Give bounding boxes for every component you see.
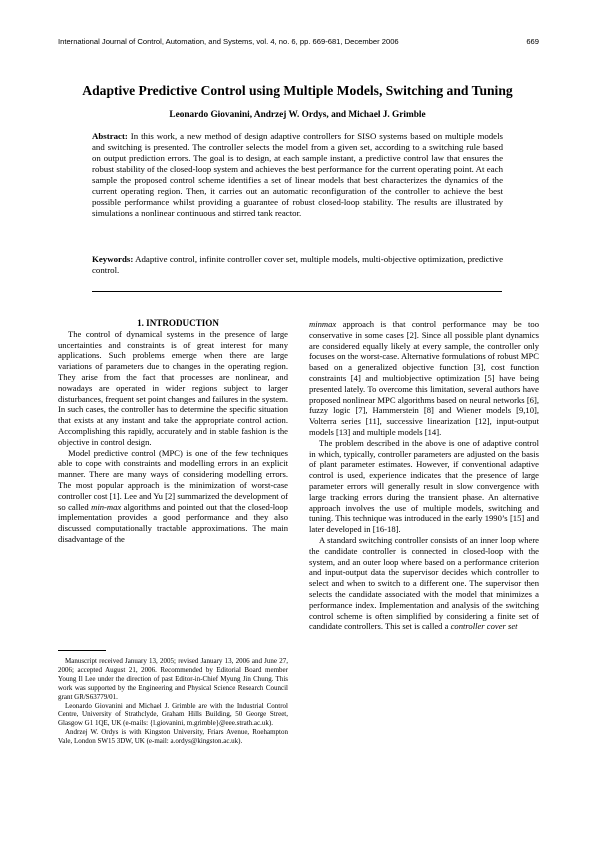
intro-paragraph-2-text: Model predictive control (MPC) is one of the few techniques able to cope with constraints and modelling errors in an explicit manner. There are many ways of considering modelling errors. The most popular approach is the minimization of worst-case controller cost [1]. Lee and Yu [2] summarized the development of so called xyxy=(58,447,288,512)
footnote-rule xyxy=(58,650,106,651)
journal-citation: International Journal of Control, Automation, and Systems, vol. 4, no. 6, pp. 669-681, December 2006 xyxy=(58,37,399,46)
keywords xyxy=(92,254,503,276)
abstract-text: In this work, a new method of design adaptive controllers for SISO systems based on multiple models and switching is presented. The controller selects the model from a given set, according to a switching rule based on output prediction errors. The goal is to design, at each sample instant, a predictive control law that ensures the robust stability of the closed-loop system and achieves the best performance for the current operating point. At each sample the proposed control scheme identifies a set of linear models that best characterizes the dynamics of the current operating region. Then, it carries out an automatic reconfiguration of the controller to achieve the best possible performance whilst providing a guarantee of robust closed-loop stability. The results are illustrated by simulations a nonlinear continuous and stirred tank reactor. xyxy=(92,131,503,219)
intro-paragraph-4 xyxy=(309,535,539,632)
page-number: 669 xyxy=(526,37,539,46)
intro-paragraph-1: The control of dynamical systems in the presence of large uncertainties and constraints is of great interest for many applications. Such problems emerge when there are large variations of parameters due to changes in the operating region. They arise from the fact that processes are nonlinear, and nowadays are operated in wider regions subject to larger disturbances, frequent set point changes and failures in the system. In such cases, the controller has to determine the specific situation that exists at any instant and take the appropriate control action. Accomplishing this rapidly, accurately and in stable fashion is the objective in control design. xyxy=(58,328,288,447)
paper-title: Adaptive Predictive Control using Multiple Models, Switching and Tuning xyxy=(82,83,513,98)
minmax-term: min-max xyxy=(91,501,122,512)
footnote-affiliation-1: Leonardo Giovanini and Michael J. Grimble are with the Industrial Control Centre, University of Strathclyde, Graham Hills Building, 50 George Street, Glasgow G1 1QE, UK (e-mails: {l.giovanini, m.grimble}@eee.strath.ac.uk). xyxy=(58,701,288,728)
intro-paragraph-2-continued xyxy=(309,319,539,438)
intro-paragraph-2-text-cont: algorithms and pointed out that the closed-loop implementation provides a good performance and they also discussed computationally tractable approximations. The main disadvantage of the xyxy=(58,501,288,544)
footnotes xyxy=(58,657,288,746)
right-column xyxy=(309,319,539,632)
minmax-term-2: minmax xyxy=(309,319,337,329)
abstract xyxy=(92,131,503,219)
intro-paragraph-2-text-end: approach is that control performance may be too conservative in some cases [2]. Since all possible plant dynamics are considered equally likely at every sample, the controller only focuses on the worst-case. Alternative formulations of robust MPC based on a generalized objective function [3], cost function constraints [4] and multiobjective optimization [5] have being presented lately. To overcome this limitation, several authors have proposed nonlinear MPC algorithms based on neural networks [6], fuzzy logic [7], Hammerstein [8] and Wiener models [9,10], Volterra series [11], successive linearization [12], input-output models [13] and multiple models [14]. xyxy=(309,319,539,437)
left-column xyxy=(58,318,288,545)
controller-cover-set-term: controller cover set xyxy=(450,621,518,632)
keywords-label: Keywords: xyxy=(92,254,134,264)
intro-paragraph-3: The problem described in the above is one of adaptive control in which, typically, controller parameters are adjusted on the basis of plant parameter estimates. However, if conventional adaptive control is used, experience indicates that the presence of large parameter errors will generally result in slow convergence with large tracking errors during the transient phase. An alternative approach involves the use of multiple models, switching and tuning. This technique was introduced in the early 1990’s [15] and later developed in [16-18]. xyxy=(309,437,539,535)
section-divider xyxy=(92,291,502,292)
intro-paragraph-2 xyxy=(58,448,288,545)
running-header xyxy=(58,37,539,46)
footnote-affiliation-2: Andrzej W. Ordys is with Kingston University, Friars Avenue, Roehampton Vale, London SW15 3DW, UK (e-mail: a.ordys@kingston.ac.uk). xyxy=(58,728,288,746)
keywords-text: Adaptive control, infinite controller cover set, multiple models, multi-objective optimization, predictive control. xyxy=(92,254,503,276)
intro-paragraph-4-text: A standard switching controller consists of an inner loop where the candidate controller is connected in closed-loop with the system, and an outer loop where based on a performance criterion and input-output data the supervisor decides which controller to select and when to switch to a different one. The supervisor then selects the candidate associated with the model that minimizes a performance index. Implementation and analysis of the switching control scheme is often simplified by considering a finite set of candidate controllers. This set is called a xyxy=(309,534,539,632)
footnote-manuscript: Manuscript received January 13, 2005; revised January 13, 2006 and June 27, 2006; accepted August 21, 2006. Recommended by Editorial Board member Young Il Lee under the direction of past Editor-in-Chief Myung Jin Chung. This work was supported by the Engineering and Physical Science Research Council grant GR/S63779/01. xyxy=(58,657,288,701)
abstract-label: Abstract: xyxy=(92,131,128,141)
author-list: Leonardo Giovanini, Andrzej W. Ordys, and Michael J. Grimble xyxy=(169,110,426,120)
section-heading: 1. INTRODUCTION xyxy=(137,318,219,328)
